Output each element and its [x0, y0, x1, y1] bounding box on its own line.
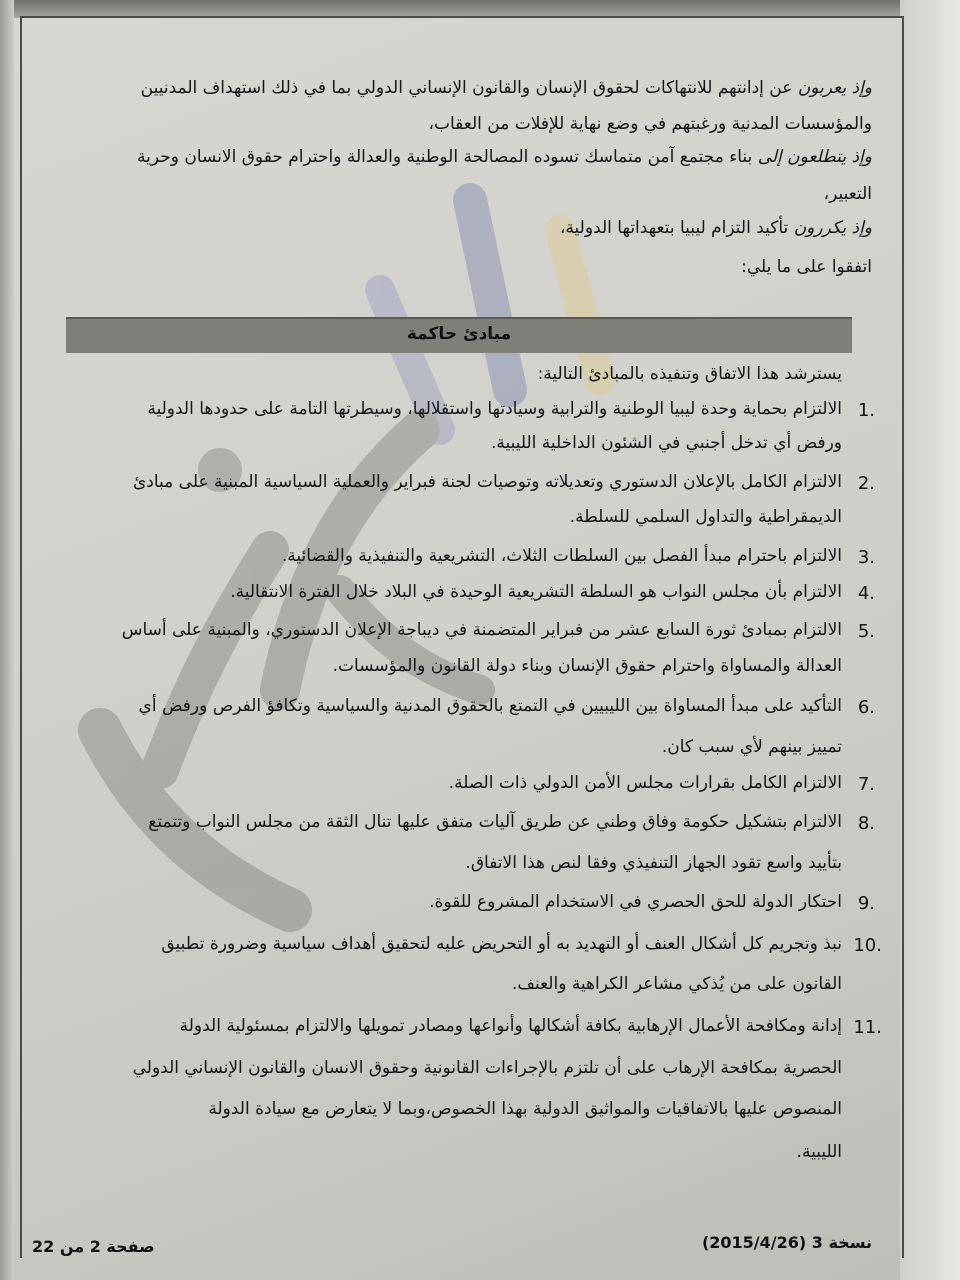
item-line: الديمقراطية والتداول السلمي للسلطة.: [569, 507, 842, 527]
item-number: 1.: [857, 400, 875, 421]
section-heading: مبادئ حاكمة: [406, 324, 512, 344]
preamble-line-3: [137, 145, 872, 169]
item-line: الليبية.: [796, 1142, 842, 1162]
item-number: 6.: [857, 697, 875, 718]
item-line: الالتزام بأن مجلس النواب هو السلطة التشريعية الوحيدة في البلاد خلال الفترة الانتقالية.: [230, 582, 842, 602]
item-number: 5.: [857, 621, 875, 642]
item-line: بتأييد واسع تقود الجهاز التنفيذي وفقا لنص هذا الاتفاق.: [465, 853, 842, 873]
agreed-line: اتفقوا على ما يلي:: [741, 257, 872, 277]
item-line: نبذ وتجريم كل أشكال العنف أو التهديد به أو التحريض عليه لتحقيق أهداف سياسية وضرورة تطبيق: [161, 934, 842, 954]
item-number: 3.: [857, 547, 875, 568]
preamble-lead-1: وإذ يعربون: [797, 78, 872, 98]
preamble-line-4: التعبير،: [823, 184, 872, 204]
item-line: القانون على من يُذكي مشاعر الكراهية والعنف.: [511, 974, 842, 994]
item-number: 7.: [857, 774, 875, 795]
preamble-lead-3: وإذ يكررون: [793, 218, 872, 238]
item-line: المنصوص عليها بالاتفاقيات والمواثيق الدولية بهذا الخصوص،وبما لا يتعارض مع سيادة الدولة: [208, 1099, 842, 1119]
item-line: إدانة ومكافحة الأعمال الإرهابية بكافة أشكالها وأنواعها ومصادر تمويلها والالتزام بمسئولية الدولة: [179, 1016, 842, 1036]
item-line: تمييز بينهم لأي سبب كان.: [661, 737, 842, 757]
item-number: 11.: [853, 1017, 882, 1038]
preamble-text-3: تأكيد التزام ليبيا بتعهداتها الدولية،: [559, 218, 789, 238]
item-line: الحصرية بمكافحة الإرهاب على أن تلتزم بالإجراءات القانونية وحقوق الانسان والقانون الإنساني الدولي: [132, 1058, 842, 1078]
footer-version: نسخة 3 (2015/4/26): [701, 1233, 872, 1252]
item-line: الالتزام باحترام مبدأ الفصل بين السلطات الثلاث، التشريعية والتنفيذية والقضائية.: [281, 546, 842, 566]
item-number: 10.: [853, 935, 882, 956]
preamble-lead-2: وإذ يتطلعون إلى: [757, 147, 872, 167]
item-number: 9.: [857, 893, 875, 914]
item-line: الالتزام الكامل بالإعلان الدستوري وتعديلاته وتوصيات لجنة فبراير والعملية السياسية المبنية على مبادئ: [132, 472, 842, 492]
item-number: 2.: [857, 473, 875, 494]
item-line: الالتزام الكامل بقرارات مجلس الأمن الدولي ذات الصلة.: [448, 773, 842, 793]
preamble-line-2: والمؤسسات المدنية ورغبتهم في وضع نهاية للإفلات من العقاب،: [428, 114, 872, 134]
section-intro: يسترشد هذا الاتفاق وتنفيذه بالمبادئ التالية:: [537, 364, 842, 384]
item-line: الالتزام بحماية وحدة ليبيا الوطنية والترابية وسيادتها واستقلالها، وسيطرتها التامة على حدودها الدولية: [147, 399, 842, 419]
item-line: التأكيد على مبدأ المساواة بين الليبيين في التمتع بالحقوق المدنية والسياسية وتكافؤ الفرص ورفض أي: [138, 696, 842, 716]
preamble-line-5: [560, 216, 872, 240]
item-line: احتكار الدولة للحق الحصري في الاستخدام المشروع للقوة.: [429, 892, 842, 912]
item-line: العدالة والمساواة واحترام حقوق الإنسان وبناء دولة القانون والمؤسسات.: [332, 656, 842, 676]
item-line: الالتزام بتشكيل حكومة وفاق وطني عن طريق آليات متفق عليها تنال الثقة من مجلس النواب وتتمتع: [148, 812, 842, 832]
preamble-line-1: [141, 76, 872, 100]
footer-page-number: صفحة 2 من 22: [32, 1237, 155, 1256]
section-heading-bar: [66, 317, 852, 353]
item-line: الالتزام بمبادئ ثورة السابع عشر من فبراير المتضمنة في ديباجة الإعلان الدستوري، والمبنية على أساس: [121, 620, 842, 640]
preamble-text-1: عن إدانتهم للانتهاكات لحقوق الإنسان والقانون الإنساني الدولي بما في ذلك استهداف المدنيين: [140, 78, 793, 98]
item-number: 8.: [857, 813, 875, 834]
item-line: ورفض أي تدخل أجنبي في الشئون الداخلية الليبية.: [490, 433, 842, 453]
item-number: 4.: [857, 583, 875, 604]
preamble-text-2: بناء مجتمع آمن متماسك تسوده المصالحة الوطنية والعدالة واحترام حقوق الانسان وحرية: [137, 147, 753, 167]
